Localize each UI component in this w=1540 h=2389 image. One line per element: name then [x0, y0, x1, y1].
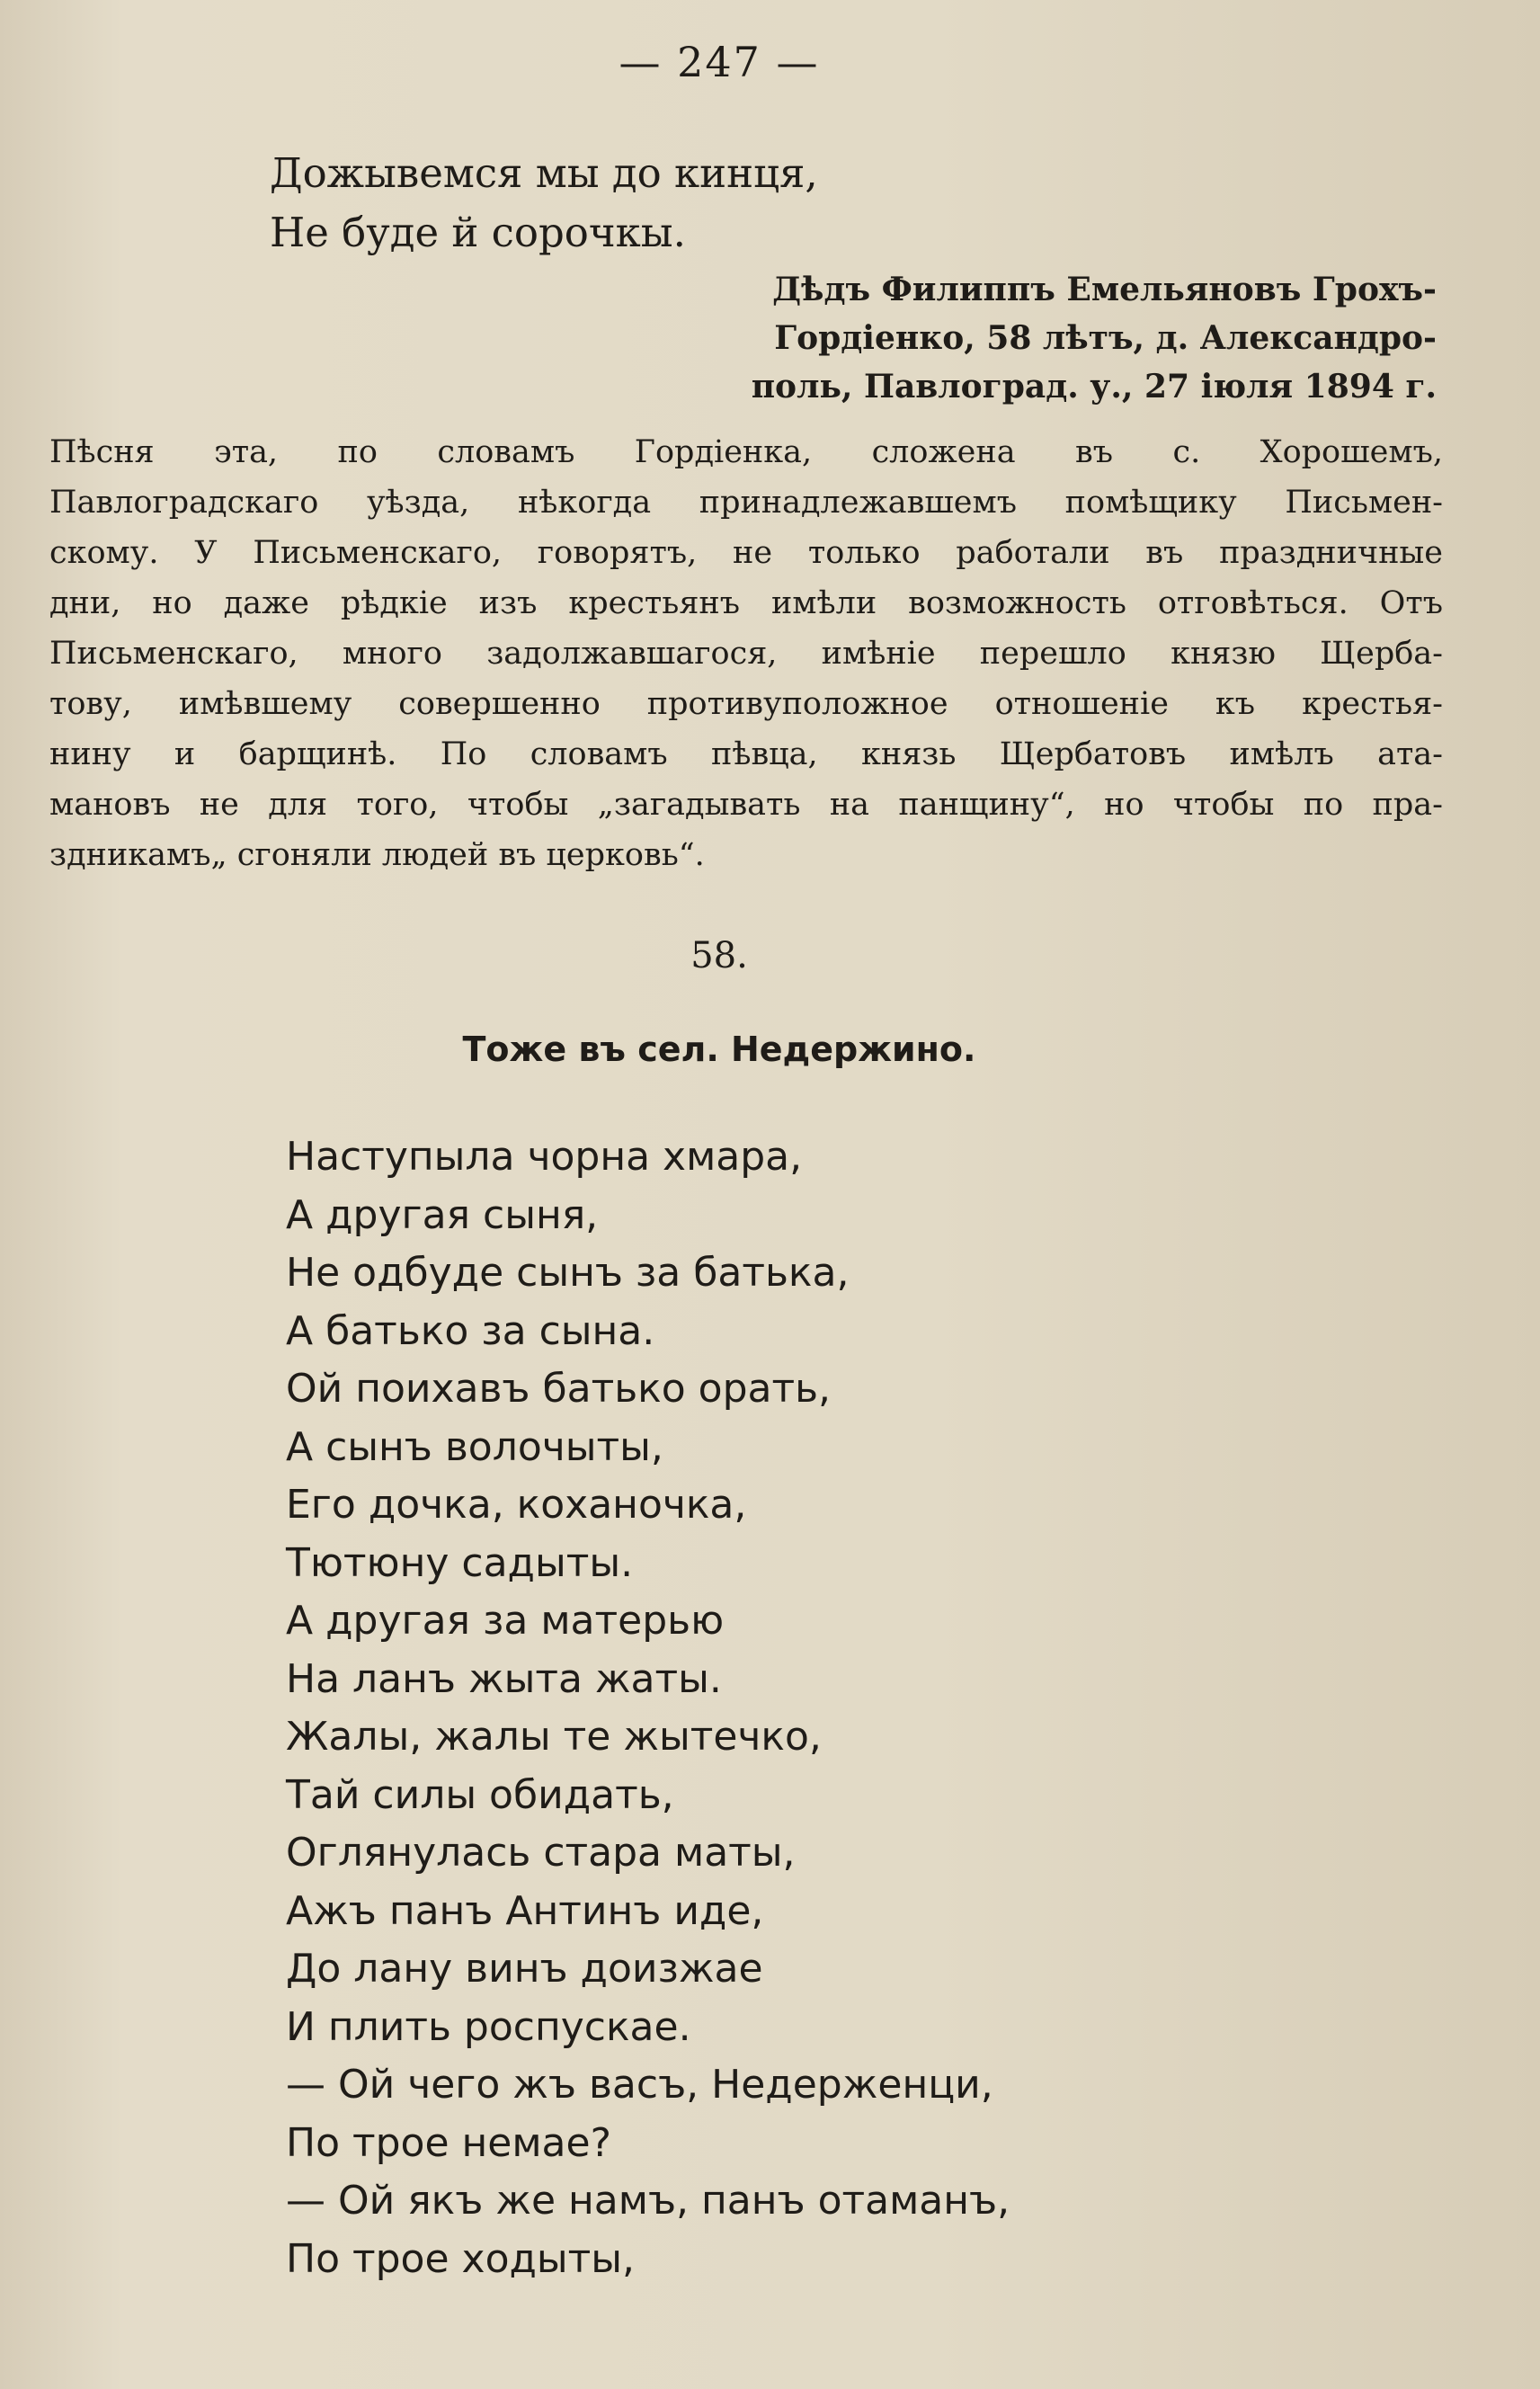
main-verse: [286, 1128, 1010, 2288]
song-title: Тоже въ сел. Недержино.: [462, 1030, 976, 1069]
note-line: Пѣсня эта, по словамъ Гордіенка, сложена въ с. Хорошемъ,: [49, 434, 1443, 470]
verse-line: Ой поихавъ батько орать,: [286, 1366, 832, 1412]
attribution-line: Гордіенко, 58 лѣтъ, д. Александро-: [774, 319, 1437, 357]
verse-line: Наступыла чорна хмара,: [286, 1134, 803, 1180]
note-line: нину и барщинѣ. По словамъ пѣвца, князь Щербатовъ имѣлъ ата-: [49, 736, 1443, 772]
verse-line: На ланъ жыта жаты.: [286, 1655, 722, 1702]
commentary-paragraph: [49, 427, 1443, 880]
top-verse: [270, 144, 818, 263]
note-line: здникамъ„ сгоняли людей въ церковь“.: [49, 837, 705, 873]
verse-line: Не одбуде сынъ за батька,: [286, 1250, 850, 1296]
verse-line: Его дочка, коханочка,: [286, 1482, 747, 1528]
verse-line: Оглянулась стара маты,: [286, 1830, 796, 1876]
note-line: дни, но даже рѣдкіе изъ крестьянъ имѣли возможность отговѣться. Отъ: [49, 585, 1443, 621]
verse-line: Не буде й сорочкы.: [270, 209, 686, 256]
song-number: 58.: [690, 935, 748, 976]
note-line: Письменскаго, много задолжавшагося, имѣніе перешло князю Щерба-: [49, 636, 1443, 672]
verse-line: Дожывемся мы до кинця,: [270, 149, 818, 197]
note-line: мановъ не для того, чтобы „загадывать на панщину“, но чтобы по пра-: [49, 787, 1443, 823]
verse-line: По трое немае?: [286, 2119, 611, 2166]
verse-line: А сынъ волочыты,: [286, 1423, 663, 1470]
note-line: Павлоградскаго уѣзда, нѣкогда принадлежавшемъ помѣщику Письмен-: [49, 485, 1443, 521]
verse-line: Тютюну садыты.: [286, 1539, 634, 1586]
attribution: [645, 265, 1437, 411]
verse-line: Жалы, жалы те жытечко,: [286, 1714, 822, 1760]
attribution-line: поль, Павлоград. у., 27 іюля 1894 г.: [751, 368, 1437, 406]
note-line: скому. У Письменскаго, говорятъ, не только работали въ праздничные: [49, 535, 1443, 571]
attribution-line: Дѣдъ Филиппъ Емельяновъ Грохъ-: [772, 271, 1437, 308]
verse-line: А батько за сына.: [286, 1307, 655, 1354]
note-line: тову, имѣвшему совершенно противуположное отношеніе къ крестья-: [49, 686, 1443, 722]
verse-line: Тай силы обидать,: [286, 1771, 674, 1818]
verse-line: До лану винъ доизжае: [286, 1946, 763, 1992]
verse-line: По трое ходыты,: [286, 2235, 636, 2282]
verse-line: И плить роспускае.: [286, 2003, 691, 2050]
verse-line: — Ой якъ же намъ, панъ отаманъ,: [286, 2178, 1010, 2224]
page-number: — 247 —: [619, 38, 820, 86]
verse-line: Ажъ панъ Антинъ иде,: [286, 1887, 764, 1934]
verse-line: А другая сыня,: [286, 1191, 599, 1238]
verse-line: А другая за матерью: [286, 1598, 725, 1644]
verse-line: — Ой чего жъ васъ, Недерженци,: [286, 2062, 993, 2108]
